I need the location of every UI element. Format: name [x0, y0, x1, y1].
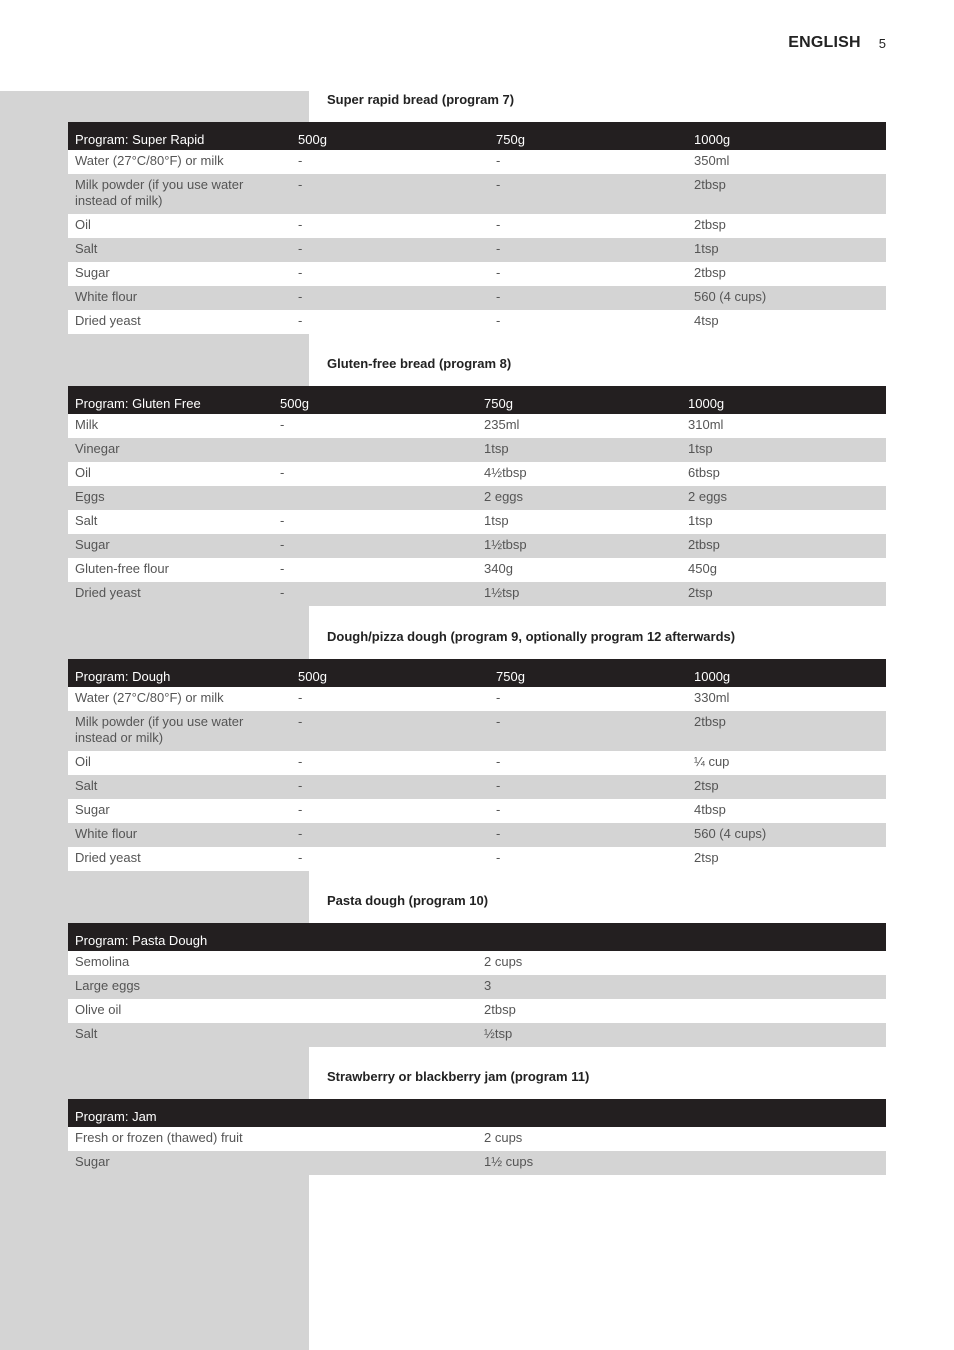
value-cell: 2 cups [477, 951, 886, 975]
value-cell: - [489, 238, 687, 262]
value-cell: - [489, 214, 687, 238]
value-cell: - [291, 174, 489, 214]
ingredient-cell: Eggs [68, 486, 273, 510]
ingredient-cell: Gluten-free flour [68, 558, 273, 582]
value-cell: 350ml [687, 150, 886, 174]
value-cell: - [291, 286, 489, 310]
value-cell: 235ml [477, 414, 681, 438]
table-row [68, 438, 886, 462]
value-cell: - [489, 262, 687, 286]
value-cell: - [489, 823, 687, 847]
table-row [68, 1127, 886, 1151]
value-cell: - [273, 534, 477, 558]
table-row [68, 150, 886, 174]
table-row [68, 951, 886, 975]
ingredient-cell: Salt [68, 775, 291, 799]
value-cell: 2tsp [687, 847, 886, 871]
value-cell: - [291, 687, 489, 711]
value-cell: - [489, 847, 687, 871]
section-heading-pasta-dough: Pasta dough (program 10) [309, 876, 886, 924]
ingredient-cell: White flour [68, 823, 291, 847]
table-row [68, 238, 886, 262]
value-cell: 2tbsp [687, 262, 886, 286]
value-cell: 4tsp [687, 310, 886, 334]
column-header: Program: Gluten Free [68, 386, 273, 414]
page-number: 5 [878, 35, 886, 51]
table-row [68, 775, 886, 799]
value-cell: 310ml [681, 414, 886, 438]
value-cell: 3 [477, 975, 886, 999]
ingredient-cell: Oil [68, 214, 291, 238]
table-row [68, 414, 886, 438]
ingredient-cell: Oil [68, 462, 273, 486]
recipe-table-pasta-dough [68, 923, 886, 1047]
value-cell: 2 cups [477, 1127, 886, 1151]
value-cell: 4tbsp [687, 799, 886, 823]
ingredient-cell: Dried yeast [68, 582, 273, 606]
value-cell: - [273, 462, 477, 486]
ingredient-cell: Milk powder (if you use water instead of milk) [68, 174, 291, 214]
column-header: Program: Dough [68, 659, 291, 687]
column-header: 1000g [687, 659, 886, 687]
column-header: 750g [477, 386, 681, 414]
table-header-row [68, 386, 886, 414]
value-cell: - [291, 214, 489, 238]
ingredient-cell: Sugar [68, 799, 291, 823]
value-cell: 1½tbsp [477, 534, 681, 558]
value-cell: - [291, 775, 489, 799]
value-cell: - [291, 150, 489, 174]
value-cell: - [291, 310, 489, 334]
table-row [68, 486, 886, 510]
table-row [68, 711, 886, 751]
table-row [68, 262, 886, 286]
value-cell: 1tsp [477, 510, 681, 534]
value-cell: - [489, 174, 687, 214]
section-heading-dough: Dough/pizza dough (program 9, optionally program 12 afterwards) [309, 612, 886, 660]
value-cell: - [489, 286, 687, 310]
table-row [68, 174, 886, 214]
recipe-table-gluten-free [68, 386, 886, 606]
table-row [68, 687, 886, 711]
language-label: ENGLISH [788, 34, 861, 51]
value-cell: - [489, 310, 687, 334]
table-row [68, 999, 886, 1023]
column-header: 1000g [687, 122, 886, 150]
ingredient-cell: Water (27°C/80°F) or milk [68, 687, 291, 711]
table-row [68, 1023, 886, 1047]
value-cell: 4½tbsp [477, 462, 681, 486]
value-cell: - [489, 687, 687, 711]
value-cell: 2tbsp [687, 711, 886, 751]
table-row [68, 751, 886, 775]
table-header-row [68, 659, 886, 687]
value-cell: - [489, 775, 687, 799]
value-cell: - [273, 558, 477, 582]
ingredient-cell: Sugar [68, 1151, 477, 1175]
ingredient-cell: Semolina [68, 951, 477, 975]
table-row [68, 286, 886, 310]
recipe-table-dough [68, 659, 886, 871]
ingredient-cell: Sugar [68, 534, 273, 558]
value-cell: - [291, 751, 489, 775]
recipe-table-jam [68, 1099, 886, 1175]
column-header: 500g [291, 659, 489, 687]
value-cell: 1tsp [477, 438, 681, 462]
section-heading-super-rapid: Super rapid bread (program 7) [309, 75, 886, 123]
value-cell: - [291, 847, 489, 871]
recipe-table-super-rapid [68, 122, 886, 334]
value-cell: 2 eggs [477, 486, 681, 510]
value-cell: 560 (4 cups) [687, 286, 886, 310]
value-cell: - [489, 150, 687, 174]
value-cell [273, 486, 477, 510]
table-row [68, 534, 886, 558]
value-cell: 2tbsp [687, 174, 886, 214]
column-header: 500g [273, 386, 477, 414]
ingredient-cell: Olive oil [68, 999, 477, 1023]
value-cell: 2 eggs [681, 486, 886, 510]
value-cell: 6tbsp [681, 462, 886, 486]
value-cell: 2tbsp [681, 534, 886, 558]
value-cell [273, 438, 477, 462]
ingredient-cell: Oil [68, 751, 291, 775]
column-header: 1000g [681, 386, 886, 414]
value-cell: 1½ cups [477, 1151, 886, 1175]
table-row [68, 975, 886, 999]
value-cell: - [291, 711, 489, 751]
value-cell: ½tsp [477, 1023, 886, 1047]
table-row [68, 823, 886, 847]
value-cell: 2tbsp [687, 214, 886, 238]
value-cell: - [273, 510, 477, 534]
value-cell: 1tsp [681, 510, 886, 534]
value-cell: - [291, 238, 489, 262]
ingredient-cell: Dried yeast [68, 310, 291, 334]
table-row [68, 847, 886, 871]
ingredient-cell: White flour [68, 286, 291, 310]
table-header-row [68, 923, 886, 951]
value-cell: 560 (4 cups) [687, 823, 886, 847]
ingredient-cell: Salt [68, 510, 273, 534]
table-row [68, 799, 886, 823]
value-cell: - [489, 799, 687, 823]
value-cell: 330ml [687, 687, 886, 711]
value-cell: - [291, 799, 489, 823]
table-row [68, 1151, 886, 1175]
value-cell: 2tsp [681, 582, 886, 606]
value-cell: - [489, 751, 687, 775]
value-cell: 1tsp [681, 438, 886, 462]
table-row [68, 462, 886, 486]
table-row [68, 558, 886, 582]
table-row [68, 214, 886, 238]
column-header: Program: Jam [68, 1099, 886, 1127]
value-cell: ¼ cup [687, 751, 886, 775]
value-cell: - [291, 823, 489, 847]
column-header: Program: Super Rapid [68, 122, 291, 150]
ingredient-cell: Fresh or frozen (thawed) fruit [68, 1127, 477, 1151]
ingredient-cell: Salt [68, 1023, 477, 1047]
value-cell: 1½tsp [477, 582, 681, 606]
column-header: 750g [489, 659, 687, 687]
table-header-row [68, 1099, 886, 1127]
value-cell: - [489, 711, 687, 751]
ingredient-cell: Dried yeast [68, 847, 291, 871]
ingredient-cell: Water (27°C/80°F) or milk [68, 150, 291, 174]
value-cell: 1tsp [687, 238, 886, 262]
value-cell: 450g [681, 558, 886, 582]
table-row [68, 582, 886, 606]
page-header [788, 33, 886, 53]
table-row [68, 310, 886, 334]
ingredient-cell: Sugar [68, 262, 291, 286]
ingredient-cell: Vinegar [68, 438, 273, 462]
value-cell: 340g [477, 558, 681, 582]
ingredient-cell: Large eggs [68, 975, 477, 999]
value-cell: - [291, 262, 489, 286]
value-cell: - [273, 414, 477, 438]
value-cell: 2tsp [687, 775, 886, 799]
ingredient-cell: Milk [68, 414, 273, 438]
ingredient-cell: Milk powder (if you use water instead or milk) [68, 711, 291, 751]
table-header-row [68, 122, 886, 150]
column-header: Program: Pasta Dough [68, 923, 886, 951]
value-cell: 2tbsp [477, 999, 886, 1023]
column-header: 500g [291, 122, 489, 150]
value-cell: - [273, 582, 477, 606]
section-heading-gluten-free: Gluten-free bread (program 8) [309, 339, 886, 387]
ingredient-cell: Salt [68, 238, 291, 262]
section-heading-jam: Strawberry or blackberry jam (program 11) [309, 1052, 886, 1100]
table-row [68, 510, 886, 534]
column-header: 750g [489, 122, 687, 150]
